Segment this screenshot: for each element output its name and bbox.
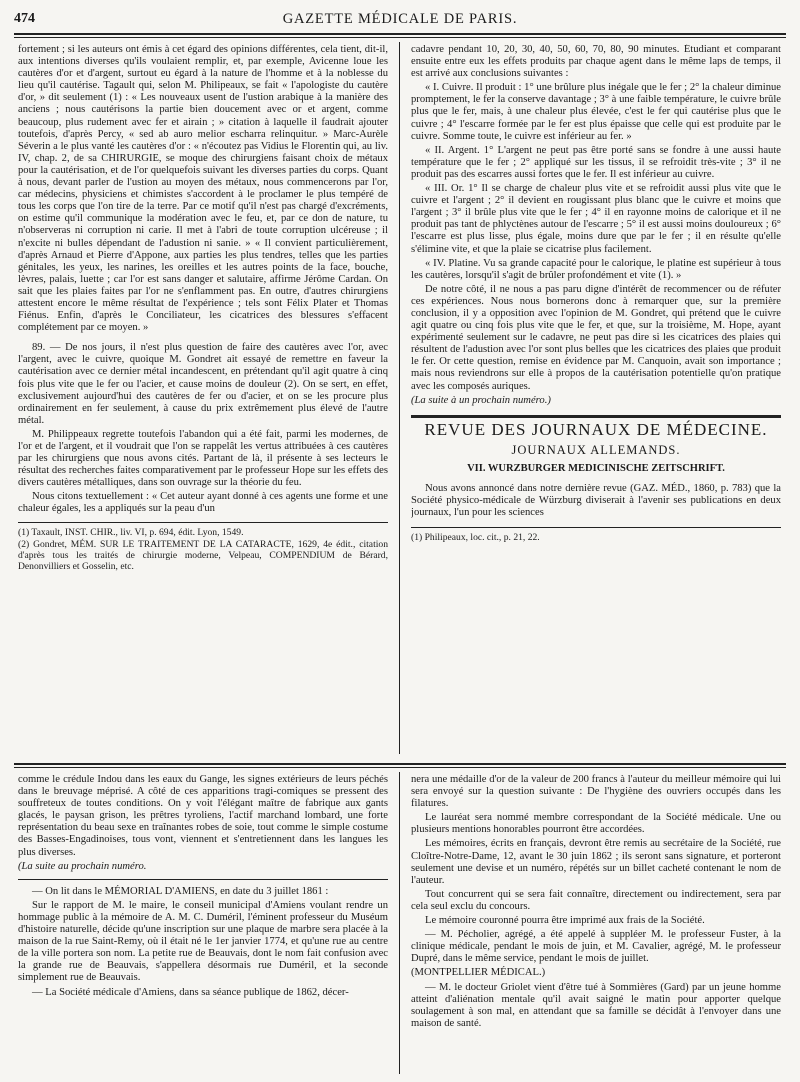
page-section-rule [14,763,786,765]
paragraph: comme le crédule Indou dans les eaux du Gange, les signes extérieurs de leurs péchés dans le breuvage méprisé. A côté de ces apparitions tragi-comiques se pressent des souffreteux de toutes conditions. On y voit l'élégant maître de fabrique aux gants glacés, le paysan grison, les prêtres tyroliens, l'actif marchand lombard, une forte représentation du beau sexe en traînantes robes de soie, tout comme le simple costume des Basses-Engadinoises, tous vont, viennent et s'entretiennent dans les langues les plus diverses. [18,774,388,858]
footnote: (2) Gondret, MÉM. SUR LE TRAITEMENT DE LA CATARACTE, 1629, 4e édit., citation d'après tous les traités de chirurgie moderne, Velpeau, COMPENDIUM de Bérard, Denonvilliers et Gosselin, etc. [18,538,388,572]
column-divider [399,42,400,754]
paragraph: — On lit dans le MÉMORIAL D'AMIENS, en date du 3 juillet 1861 : [32,885,329,897]
continued-note: (La suite au prochain numéro. [18,860,147,872]
review-section-heading: VII. WURZBURGER MEDICINISCHE ZEITSCHRIFT. [467,462,725,474]
lower-right-column [411,774,781,1074]
paragraph: « II. Argent. 1° L'argent ne peut pas être porté sans se fondre à une aussi haute température que le fer ; 2° appliqué sur les tissus, il se refroidit très-vite ; 3° il ne produit pas des escarres aussi fortes que le fer. Il est inférieur au cuivre. [411,144,781,180]
paragraph: M. Philippeaux regrette toutefois l'abandon qui a été fait, parmi les modernes, de l'or et de l'argent, et il voudrait que l'on se rappelât les vertus attribuées à ces cautères par les chirurgiens que nous avons cités. Partant de là, il présente à ses lecteurs le résultat des recherches faites comparativement par le professeur Hope sur les effets des divers cautères métalliques, dans son ouvrage sur la théorie du feu. [18,428,388,489]
header-rule-thin [14,37,786,38]
paragraph: fortement ; si les auteurs ont émis à cet égard des opinions différentes, cela tient, dit-il, aux intentions diverses qu'ils voulaient remplir, et, par exemple, Avicenne loue les cautères d'or et d'argent, surtout eu égard à la nature de l'homme et à la noblesse du lieu qu'il cautérise. Tagault qui, selon M. Philipeaux, se fait « l'apologiste du cautère d'or, » dit seulement (1) : « Les nouveaux usent de l'ustion arabique à la manière des anciens ; nous cautérisons la partie bien doucement avec or et argent, comme beaucoup, plus rudement avec fer et airain ; » citation à laquelle il faudrait ajouter toutefois, d'après Percy, « sed ab auro melior escharra relinquitur. » Marc-Aurèle Séverin a le plus vanté les cautères d'or : « n'écoutez pas Vidius le Florentin qui, au liv. IV, chap. 2, de sa CHIRURGIE, se moque des chirurgiens faisant choix de métaux pour la cautérisation, et de l'or quelquefois suivant les diverses parties du corps. Quant à nous, devant parler de l'ustion au moyen des métaux, nous commencerons par l'or, car médecins, physiciens et chimistes s'accordent à le proclamer le plus tempéré de tous les corps que l'on tire de la terre. Par ce motif qu'il n'est pas chargé d'excréments, on estime qu'il communique la modération avec le feu, et, par ce don de nature, tu n'observeras ni corruption ni carie. Il met à l'abri de toute corruption ulcéreuse ; il n'excite ni bulles dépendant de l'adustion ni sanie. » « Il convient particulièrement, d'après Arnaud et Pierre d'Appone, aux parties les plus tendres, telles que les parties génitales, les yeux, les narines, les oreilles et les autres points de la face, bouche, lèvres, palais, luette ; car l'or est sans danger et salutaire, affirme Jérôme Cardan. On sait que les plaies faites par l'or ne s'enflamment pas. En outre, d'autres chirurgiens attestent encore le même résultat de l'expérience ; tels sont Félix Plater et Thomas Fiénus. Enfin, d'après le Conciliateur, les cicatrices des blessures s'effacent complétement par ce moyen. » [18,44,388,334]
paragraph: — M. le docteur Griolet vient d'être tué à Sommières (Gard) par un jeune homme atteint d'aliénation mentale qu'il avait saigné le matin pour apporter quelque soulagement à son mal, en attendant que sa famille se décidât à l'envoyer dans une maison de santé. [411,981,781,1029]
upper-left-column [18,44,388,752]
page-number: 474 [14,11,35,26]
paragraph: Le mémoire couronné pourra être imprimé aux frais de la Société. [425,915,705,927]
header-rule [14,33,786,35]
item-rule [18,879,388,880]
paragraph: Les mémoires, écrits en français, devront être remis au secrétaire de la Société, rue Cloître-Notre-Dame, 12, avant le 30 juin 1862 ; ils seront sans signature, et porteront seulement une devise et un numéro, répétés sur un billet cacheté contenant le nom de l'auteur. [411,838,781,886]
footnote: (1) Philipeaux, loc. cit., p. 21, 22. [411,532,540,544]
footnotes [18,527,388,572]
footnote: (1) Taxault, INST. CHIR., liv. VI, p. 694, édit. Lyon, 1549. [18,526,244,538]
footnotes [411,532,781,543]
footnote-rule [411,527,781,528]
paragraph: — La Société médicale d'Amiens, dans sa séance publique de 1862, décer- [32,986,349,998]
paragraph: « IV. Platine. Vu sa grande capacité pour le calorique, le platine est supérieur à tous les cautères, lorsqu'il s'agit de brûler profondément et vite (1). » [411,257,781,281]
review-title: REVUE DES JOURNAUX DE MÉDECINE. [424,419,768,439]
paragraph: Nous avons annoncé dans notre dernière revue (GAZ. MÉD., 1860, p. 783) que la Société physico-médicale de Würzburg diviserait à l'avenir ses publications en deux journaux, l'un pour les sciences [411,483,781,519]
review-subtitle: JOURNAUX ALLEMANDS. [511,442,681,457]
paragraph: cadavre pendant 10, 20, 30, 40, 50, 60, 70, 80, 90 minutes. Étudiant et comparant ensuite entre eux les effets produits par chaque agent dans le même laps de temps, il est arrivé aux conclusions suivantes : [411,44,781,80]
paragraph: Nous citons textuellement : « Cet auteur ayant donné à ces agents une forme et une chaleur égales, les a appliqués sur la peau d'un [18,491,388,515]
paragraph: 89. — De nos jours, il n'est plus question de faire des cautères avec l'or, avec l'argent, avec le cuivre, quoique M. Gondret ait essayé de remettre en faveur la cautérisation avec ce dernier métal incandescent, en prétendant qu'il agit quatre à cinq fois plus vite que le fer ou l'acier, et cause moins de douleur (2). On se sert, en effet, exclusivement aujourd'hui des cautères de fer ou d'acier, et on se les procure plus ordinairement en fer seulement, à cause du prix extrêmement plus élevé de l'autre métal. [18,342,388,426]
upper-right-column [411,44,781,754]
lower-left-column [18,774,388,1074]
column-divider [399,772,400,1074]
continued-note: (La suite à un prochain numéro.) [411,394,551,406]
section-rule [411,415,781,418]
paragraph: Le lauréat sera nommé membre correspondant de la Société médicale. Une ou plusieurs mentions honorables pourront être accordées. [411,812,781,836]
paragraph: « III. Or. 1° Il se charge de chaleur plus vite et se refroidit aussi plus vite que le cuivre et l'argent ; 2° il devient en rougissant plus blanc que le cuivre et moins que l'argent ; 3° il brûle plus vite que le fer ; 4° il en rayonne moins de calorique et il ne produit pas tant de phlyctènes autour de l'escarre ; 5° il est aussi moins douloureux ; 6° l'escarre est plus lisse, plus égale, moins dure que par le fer ; il en résulte qu'elle s'élimine vite, et que la plaie se cicatrise plus facilement. [411,183,781,255]
paragraph: — M. Pécholier, agrégé, a été appelé à suppléer M. le professeur Fuster, à la clinique médicale, pendant le mois de juin, et M. Cavalier, agrégé, M. le professeur Dupré, dans le même service, pendant le mois de juillet. [411,929,781,965]
footnote-rule [18,522,388,523]
paragraph: « I. Cuivre. Il produit : 1° une brûlure plus inégale que le fer ; 2° la chaleur diminue promptement, le fer la conserve davantage ; 3° à une faible température, le cuivre brûle plus que le fer, mais, à une chaleur plus élevée, c'est le fer qui cautérise plus que le cuivre ; 4° l'escarre formée par le fer est plus épaisse que celle qui est produite par le cuivre. Somme toute, le cuivre est inférieur au fer. » [411,82,781,142]
page-section-rule-thin [14,767,786,768]
paragraph: Sur le rapport de M. le maire, le conseil municipal d'Amiens voulant rendre un hommage public à la mémoire de A. M. C. Duméril, l'éminent professeur du Muséum d'histoire naturelle, décide qu'une inscription sur une plaque de marbre sera placée à la maison de la rue Saint-Remy, où il était né le 1er janvier 1774, et qu'une rue au centre de la ville portera son nom. La petite rue de Beauvais, dont le nom fait confusion avec la grande rue de Beauvais, s'appellera désormais rue Duméril, et la seconde simplement rue de Beauvais. [18,899,388,984]
paragraph: nera une médaille d'or de la valeur de 200 francs à l'auteur du meilleur mémoire qui lui sera envoyé sur la question suivante : De l'hygiène des ouvriers occupés dans les filatures. [411,774,781,810]
source-credit: (MONTPELLIER MÉDICAL.) [411,967,546,979]
paragraph: De notre côté, il ne nous a pas paru digne d'intérêt de recommencer ou de réfuter ces expériences. Nous nous bornerons donc à remarquer que, sur la première conclusion, il y a opposition avec l'opinion de M. Gondret, qui prétend que le cuivre agit quatre ou cinq fois plus vite que le fer, et que, sur la troisième, M. Hope, ayant expérimenté seulement sur le cadavre, ne peut pas dire si les cicatrices des plaies qui résultent de l'adustion avec l'or sont plus belles que les cicatrices des plaies que produit le fer. Or cette question, remise en évidence par M. Canquoin, avait son importance ; mais nous reviendrons sur elle à propos de la cautérisation potentielle qu'on pratique avec les composés auriques. [411,283,781,392]
page-header [14,10,786,32]
paragraph: Tout concurrent qui se sera fait connaître, directement ou indirectement, sera par cela seul exclu du concours. [411,888,781,912]
journal-title: GAZETTE MÉDICALE DE PARIS. [282,11,518,27]
